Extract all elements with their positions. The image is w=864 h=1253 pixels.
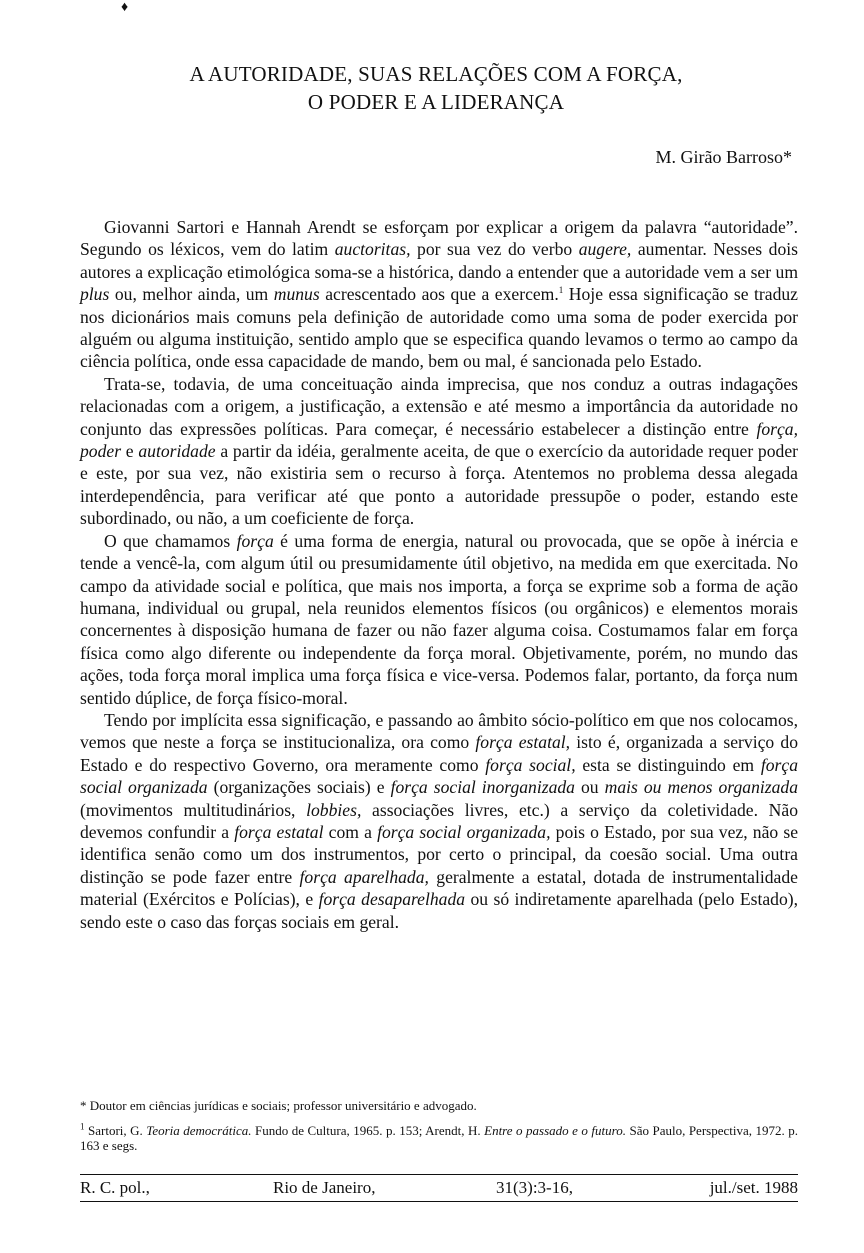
text-run: pois o Estado, por sua vez, não se identifica senão como um dos instrumentos, por certo o principal, da coesão social. Uma outra distinção se pode fazer entre (80, 821, 798, 887)
italic-term: força estatal, (475, 732, 571, 753)
italic-term: força social organizada, (377, 821, 551, 842)
paragraph-2 (80, 373, 798, 530)
title-line-1: A AUTORIDADE, SUAS RELAÇÕES COM A FORÇA, (189, 62, 683, 86)
italic-term: força estatal (234, 821, 324, 842)
footer-journal: R. C. pol., (80, 1178, 150, 1197)
italic-title: Teoria democrática. (146, 1123, 252, 1138)
text-run: ou, melhor ainda, um (109, 284, 274, 305)
footer-city: Rio de Janeiro, (273, 1178, 376, 1197)
text-run: Fundo de Cultura, 1965. p. 153; Arendt, H. (251, 1123, 485, 1138)
footer-rule-top (80, 1174, 798, 1175)
title-line-2: O PODER E A LIDERANÇA (307, 90, 565, 114)
italic-term: autoridade (138, 441, 216, 462)
text-run: Hoje essa significação se traduz nos dicionários mais comuns pela definição de autoridade como uma soma de poder exercida por alguém ou alguma instituição, sentido amplo que se especifica quando levamos o termo ao campo da ciência política, onde essa capacidade de mando, bem ou mal, é sancionada pelo Estado. (80, 284, 798, 372)
italic-term: lobbies, (306, 799, 362, 820)
text-run: aumentar. Nesses dois autores a explicação etimológica soma-se a histórica, dando a entender que a autoridade vem a ser um (80, 239, 798, 282)
italic-term: força social organizada (80, 754, 798, 798)
text-run: Giovanni Sartori e Hannah Arendt se esforçam por explicar a origem da palavra “autoridade”. Segundo os léxicos, vem do latim (80, 217, 798, 260)
text-run: com a (323, 821, 378, 842)
text-run: é uma forma de energia, natural ou provocada, que se opõe à inércia e tende a vencê-la, com algum útil ou presumidamente útil objetivo, na medida em que exercitada. No campo da atividade social e política, que mais nos importa, a força se exprime sob a forma de ação humana, individual ou grupal, nela reunidos elementos físicos (ou orgânicos) e elementos morais concernentes à disposição humana de fazer ou não fazer alguma coisa. Costumamos falar em força física como algo diferente ou independente da força moral. Objetivamente, porém, no mundo das ações, toda força moral implica uma força física e vice-versa. Podemos falar, portanto, da força num sentido dúplice, de força físico-moral. (80, 530, 799, 708)
italic-term: força (236, 530, 274, 551)
text-run: associações livres, etc.) a serviço da coletividade. Não devemos confundir a (80, 799, 798, 842)
italic-term: plus (80, 284, 110, 305)
article-title (80, 60, 792, 116)
italic-term: força social inorganizada (390, 777, 575, 798)
page-mark: ♦ (121, 0, 129, 15)
text-run: e (121, 441, 139, 462)
footnote-mark: 1 (80, 1121, 85, 1132)
italic-term: força aparelhada, (299, 866, 429, 887)
text-run: (organizações sociais) e (207, 777, 391, 798)
italic-term: munus (273, 284, 320, 305)
footnote-star: * Doutor em ciências jurídicas e sociais; professor universitário e advogado. (80, 1098, 477, 1113)
text-run: isto é, organizada a serviço do Estado e do respectivo Governo, ora meramente como (80, 732, 798, 775)
text-run: Tendo por implícita essa significação, e passando ao âmbito sócio-político em que nos colocamos, vemos que neste a força se institucionaliza, ora como (80, 709, 798, 753)
text-run: acrescentado aos que a exercem. (319, 284, 559, 305)
italic-term: força, poder (80, 418, 798, 462)
text-run: ou só indiretamente aparelhada (pelo Estado), sendo este o caso das forças sociais em geral. (80, 889, 798, 932)
text-run: O que chamamos (104, 530, 237, 551)
text-run: Sartori, G. (84, 1123, 147, 1138)
text-run: ou (574, 777, 605, 798)
text-run: geralmente a estatal, dotada de instrumentalidade material (Exércitos e Polícias), e (80, 866, 798, 910)
text-run: por sua vez do verbo (410, 239, 579, 260)
footnote-1 (80, 1123, 798, 1153)
footnote-ref: 1 (558, 285, 564, 296)
paragraph-1 (80, 216, 798, 373)
italic-title: Entre o passado e o futuro. (484, 1123, 626, 1138)
text-run: Trata-se, todavia, de uma conceituação ainda imprecisa, que nos conduz a outras indagações relacionadas com a origem, a justificação, a extensão e até mesmo a importância da autoridade no conjunto das expressões políticas. Para começar, é necessário estabelecer a distinção entre (80, 373, 798, 439)
italic-term: augere, (578, 239, 632, 260)
text-run: (movimentos multitudinários, (80, 799, 307, 820)
footnotes (80, 1098, 798, 1163)
paragraph-3 (80, 530, 798, 709)
text-run: a partir da idéia, geralmente aceita, de que o exercício da autoridade requer poder e este, por sua vez, não existiria sem o recurso à força. Atentemos no problema dessa alegada interdependência, para verificar até que ponto a autoridade pressupõe o poder, estando este subordinado, ou não, a um coeficiente de força. (80, 441, 798, 529)
italic-term: auctoritas, (334, 239, 411, 260)
footer-date: jul./set. 1988 (709, 1178, 798, 1197)
footer-rule-bottom (80, 1201, 798, 1202)
text-run: esta se distinguindo em (575, 754, 761, 775)
italic-term: mais ou menos organizada (604, 777, 798, 798)
paragraph-4 (80, 709, 798, 933)
italic-term: força desaparelhada (318, 889, 466, 910)
author-name: M. Girão Barroso* (655, 147, 792, 167)
article-body (80, 216, 798, 933)
footer-volume: 31(3):3-16, (496, 1178, 573, 1197)
text-run: São Paulo, Perspectiva, 1972. p. 163 e segs. (80, 1123, 798, 1153)
italic-term: força social, (485, 754, 576, 775)
